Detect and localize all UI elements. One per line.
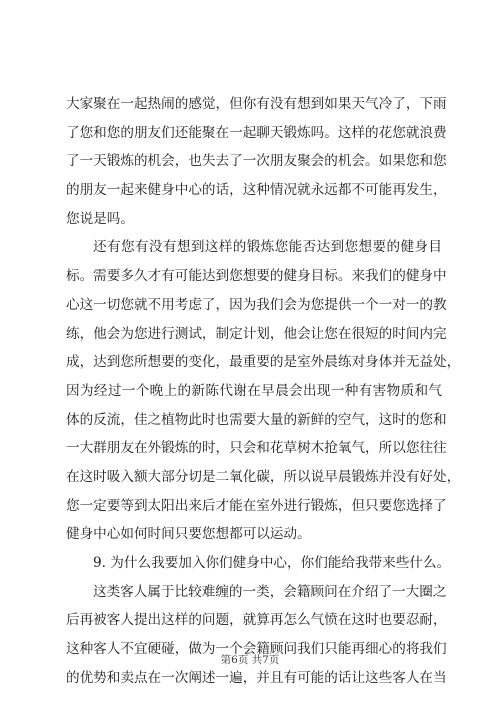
text-line: 的优势和卖点在一次阐述一遍，并且有可能的话让这些客人在当 xyxy=(66,669,447,686)
paragraph-start-line: 还有您有没有想到这样的锻炼您能否达到您想要的健身目 xyxy=(93,239,442,256)
text-line: 练，他会为您进行测试，制定计划，他会让您在很短的时间内完 xyxy=(66,325,447,342)
body-text xyxy=(66,90,461,692)
paragraph-start-line: 这类客人属于比较难缠的一类，会籍顾问在介绍了一大圈之 xyxy=(93,583,447,600)
text-line: 这种客人不宜硬碰，做为一个会籍顾问我们只能再细心的将我们 xyxy=(66,641,447,658)
text-line: 健身中心如何时间只要您想都可以运动。 xyxy=(66,526,311,543)
text-line: 一大群朋友在外锻炼的时，只会和花草树木抢氧气，所以您往往 xyxy=(66,440,447,457)
text-line: 您一定要等到太阳出来后才能在室外进行锻炼，但只要您选择了 xyxy=(66,497,447,514)
text-line: 您说是吗。 xyxy=(66,210,134,227)
text-line: 心这一切您就不用考虑了，因为我们会为您提供一个一对一的教 xyxy=(66,296,447,313)
text-line: 了一天锻炼的机会，也失去了一次朋友聚会的机会。如果您和您 xyxy=(66,153,447,170)
text-line: 了您和您的朋友们还能聚在一起聊天锻炼吗。这样的花您就浪费 xyxy=(66,124,447,141)
text-line: 成，达到您所想要的变化，最重要的是室外晨练对身体并无益处， xyxy=(66,354,461,371)
section-heading: 9. 为什么我要加入你们健身中心，你们能给我带来些什么。 xyxy=(93,555,451,571)
page-number-footer: 第6页 共7页 xyxy=(220,654,280,666)
text-line: 后再被客人提出这样的问题，就算再怎么气愤在这时也要忍耐， xyxy=(66,612,447,629)
text-line: 因为经过一个晚上的新陈代谢在早晨会出现一种有害物质和气 xyxy=(66,382,442,399)
text-line: 体的反流，佳之植物此时也需要大量的新鲜的空气，这时的您和 xyxy=(66,411,447,428)
text-line: 在这时吸入额大部分切是二氧化碳，所以说早晨锻炼并没有好处， xyxy=(66,468,461,485)
text-line: 标。需要多久才有可能达到您想要的健身目标。来我们的健身中 xyxy=(66,268,447,285)
text-line: 的朋友一起来健身中心的话，这种情况就永远都不可能再发生， xyxy=(66,182,447,199)
text-line: 大家聚在一起热闹的感觉，但你有没有想到如果天气冷了，下雨 xyxy=(66,96,447,112)
